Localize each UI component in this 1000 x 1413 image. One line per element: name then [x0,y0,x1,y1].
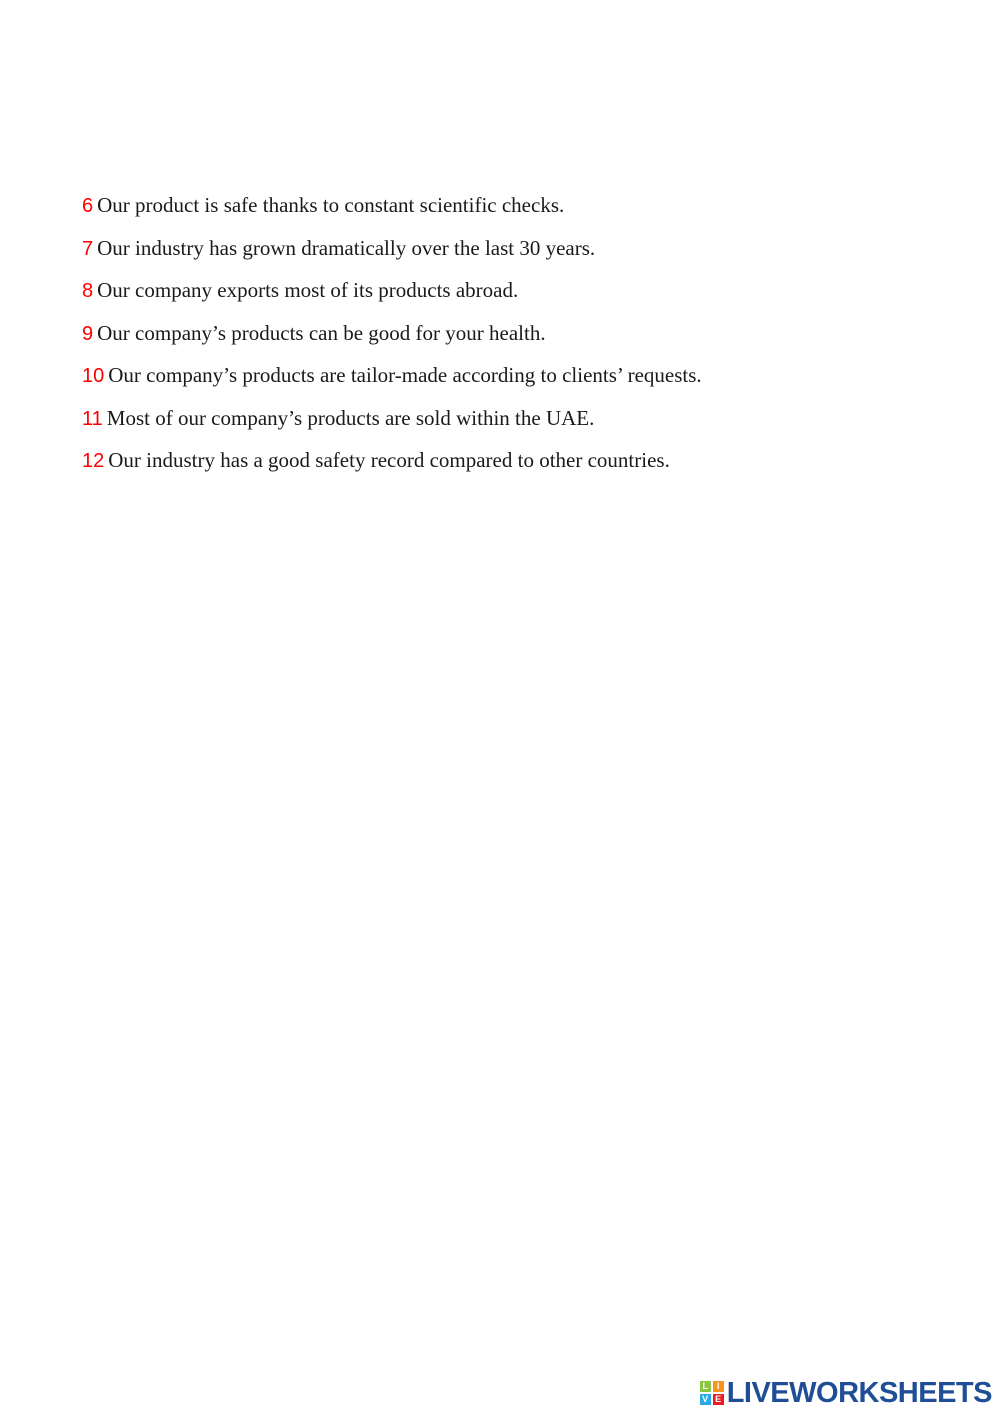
statement-item [82,275,702,318]
statement-text: Most of our company’s products are sold within the UAE. [106,405,595,430]
statement-number: 6 [82,195,94,217]
statement-text: Our industry has grown dramatically over the last 30 years. [97,235,596,260]
statement-text: Our company’s products are tailor-made according to clients’ requests. [108,363,702,387]
logo-wordmark: LIVEWORKSHEETS [726,1377,992,1409]
logo-square-i: I [713,1381,724,1392]
logo-square-l: L [700,1381,711,1392]
statement-item [82,190,702,233]
statement-text: Our product is safe thanks to constant scientific checks. [97,193,565,217]
statement-item [82,445,702,488]
logo-icon [700,1381,724,1405]
statement-text: Our company’s products can be good for your health. [97,320,546,345]
statement-item [82,233,702,276]
statement-item [82,403,702,446]
statement-text: Our company exports most of its products abroad. [97,278,519,302]
statement-item [82,360,702,403]
statement-list [82,190,702,488]
logo-square-v: V [700,1394,711,1405]
statement-number: 11 [82,407,103,430]
statement-number: 7 [82,237,94,260]
statement-number: 12 [82,450,105,472]
statement-number: 10 [82,365,105,387]
liveworksheets-logo [700,1376,992,1410]
statement-item [82,318,702,361]
logo-square-e: E [713,1394,724,1405]
statement-text: Our industry has a good safety record compared to other countries. [108,448,670,472]
statement-number: 9 [82,322,94,345]
statement-number: 8 [82,280,94,302]
